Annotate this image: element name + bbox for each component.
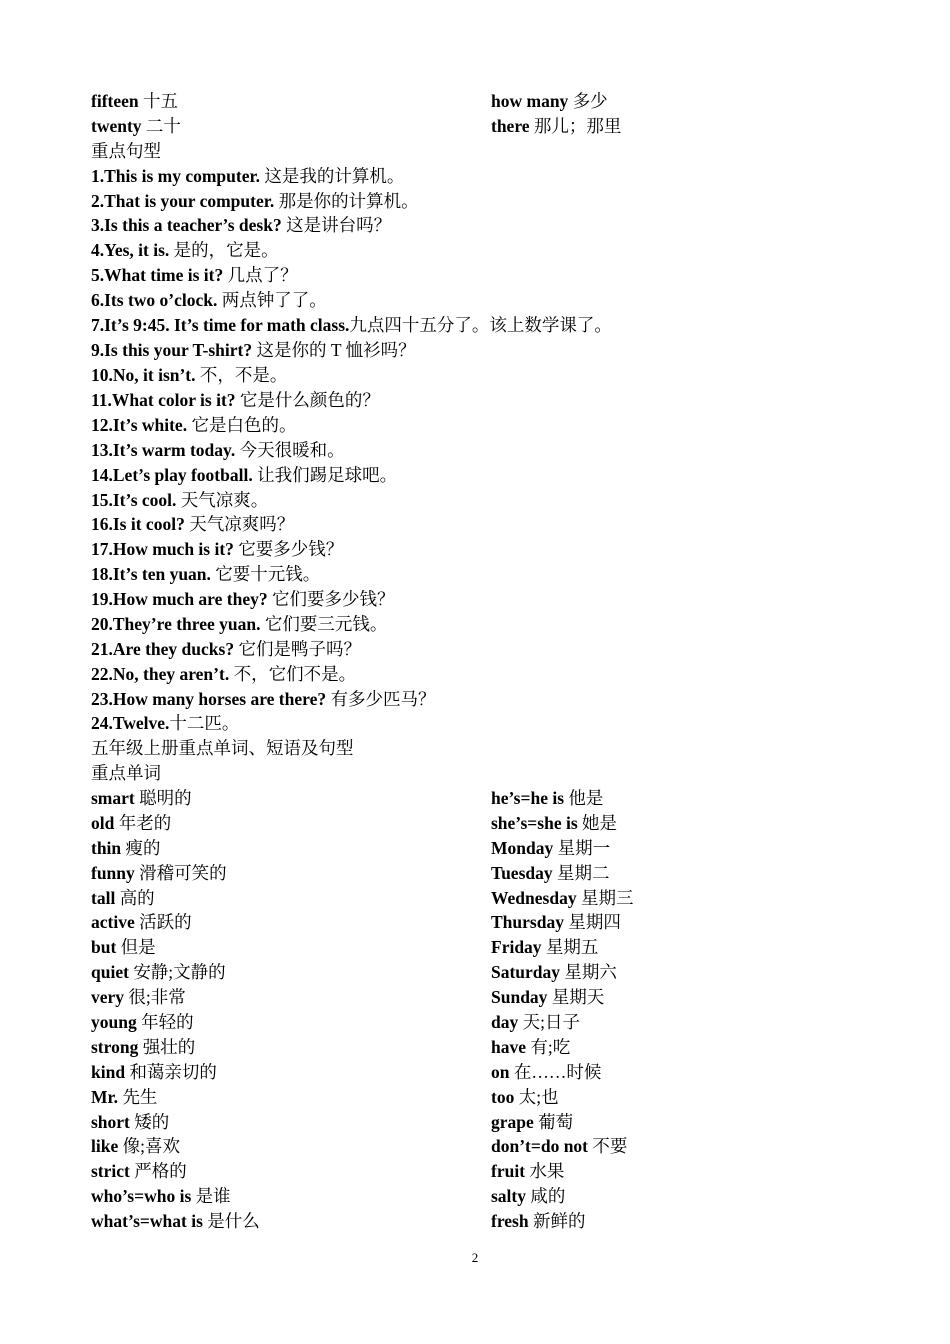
sentence-line: 12.It’s white. 它是白色的。: [91, 415, 297, 435]
sentence-line: 6.Its two o’clock. 两点钟了了。: [91, 290, 327, 310]
sentence-line: 11.What color is it? 它是什么颜色的？: [91, 390, 380, 410]
vocab-entry: Monday 星期一: [491, 838, 611, 858]
vocab-entry: fresh 新鲜的: [491, 1211, 586, 1231]
vocab-entry: Saturday 星期六: [491, 962, 617, 982]
sentence-line: 15.It’s cool. 天气凉爽。: [91, 490, 269, 510]
sentence-line: 20.They’re three yuan. 它们要三元钱。: [91, 614, 388, 634]
vocab-entry: Mr. 先生: [91, 1087, 158, 1107]
sentence-line: 1.This is my computer. 这是我的计算机。: [91, 166, 405, 186]
vocab-entry: Thursday 星期四: [491, 912, 621, 932]
sentence-line: 4.Yes, it is. 是的，它是。: [91, 240, 279, 260]
vocab-entry: who’s=who is 是谁: [91, 1186, 231, 1206]
vocab-entry: very 很;非常: [91, 987, 186, 1007]
vocab-entry: Tuesday 星期二: [491, 863, 610, 883]
vocab-entry: don’t=do not 不要: [491, 1136, 628, 1156]
vocab-entry: strong 强壮的: [91, 1037, 196, 1057]
vocab-entry: twenty 二十: [91, 116, 181, 136]
sentence-line: 21.Are they ducks? 它们是鸭子吗？: [91, 639, 361, 659]
vocab-entry: old 年老的: [91, 813, 172, 833]
vocab-entry: kind 和蔼亲切的: [91, 1062, 217, 1082]
vocab-entry: smart 聪明的: [91, 788, 192, 808]
vocab-entry: grape 葡萄: [491, 1112, 574, 1132]
section-heading: 重点单词: [91, 763, 161, 783]
vocab-entry: like 像;喜欢: [91, 1136, 180, 1156]
vocab-entry: on 在……时候: [491, 1062, 602, 1082]
vocab-entry: strict 严格的: [91, 1161, 187, 1181]
sentence-line: 23.How many horses are there? 有多少匹马？: [91, 689, 436, 709]
sentence-line: 7.It’s 9:45. It’s time for math class.九点四十五分了。该上数学课了。: [91, 315, 612, 335]
vocab-entry: he’s=he is 他是: [491, 788, 604, 808]
vocab-entry: Friday 星期五: [491, 937, 599, 957]
sentence-line: 22.No, they aren’t. 不，它们不是。: [91, 664, 357, 684]
sentence-line: 3.Is this a teacher’s desk? 这是讲台吗？: [91, 215, 392, 235]
vocab-entry: day 天;日子: [491, 1012, 580, 1032]
vocab-entry: what’s=what is 是什么: [91, 1211, 260, 1231]
sentence-line: 19.How much are they? 它们要多少钱？: [91, 589, 395, 609]
vocab-entry: tall 高的: [91, 888, 155, 908]
vocab-entry: how many 多少: [491, 91, 608, 111]
sentence-line: 13.It’s warm today. 今天很暖和。: [91, 440, 345, 460]
vocab-entry: but 但是: [91, 937, 156, 957]
section-heading: 五年级上册重点单词、短语及句型: [91, 738, 354, 758]
sentence-line: 17.How much is it? 它要多少钱？: [91, 539, 344, 559]
vocab-entry: funny 滑稽可笑的: [91, 863, 227, 883]
vocab-entry: there 那儿；那里: [491, 116, 622, 136]
sentence-line: 9.Is this your T-shirt? 这是你的 T 恤衫吗？: [91, 340, 416, 360]
vocab-entry: thin 瘦的: [91, 838, 161, 858]
vocab-entry: young 年轻的: [91, 1012, 194, 1032]
vocab-entry: short 矮的: [91, 1112, 170, 1132]
section-heading: 重点句型: [91, 141, 161, 161]
vocab-entry: active 活跃的: [91, 912, 192, 932]
vocab-entry: too 太;也: [491, 1087, 559, 1107]
sentence-line: 16.Is it cool? 天气凉爽吗？: [91, 514, 295, 534]
sentence-line: 5.What time is it? 几点了？: [91, 265, 298, 285]
sentence-line: 2.That is your computer. 那是你的计算机。: [91, 191, 419, 211]
vocab-entry: Sunday 星期天: [491, 987, 605, 1007]
vocab-entry: have 有;吃: [491, 1037, 571, 1057]
vocab-entry: salty 咸的: [491, 1186, 566, 1206]
page-number: 2: [471, 1250, 479, 1265]
sentence-line: 14.Let’s play football. 让我们踢足球吧。: [91, 465, 398, 485]
sentence-line: 18.It’s ten yuan. 它要十元钱。: [91, 564, 321, 584]
sentence-line: 24.Twelve.十二匹。: [91, 713, 240, 733]
vocab-entry: fifteen 十五: [91, 91, 178, 111]
vocab-entry: Wednesday 星期三: [491, 888, 634, 908]
sentence-line: 10.No, it isn’t. 不，不是。: [91, 365, 288, 385]
vocab-entry: fruit 水果: [491, 1161, 565, 1181]
vocab-entry: she’s=she is 她是: [491, 813, 618, 833]
vocab-entry: quiet 安静;文静的: [91, 962, 226, 982]
